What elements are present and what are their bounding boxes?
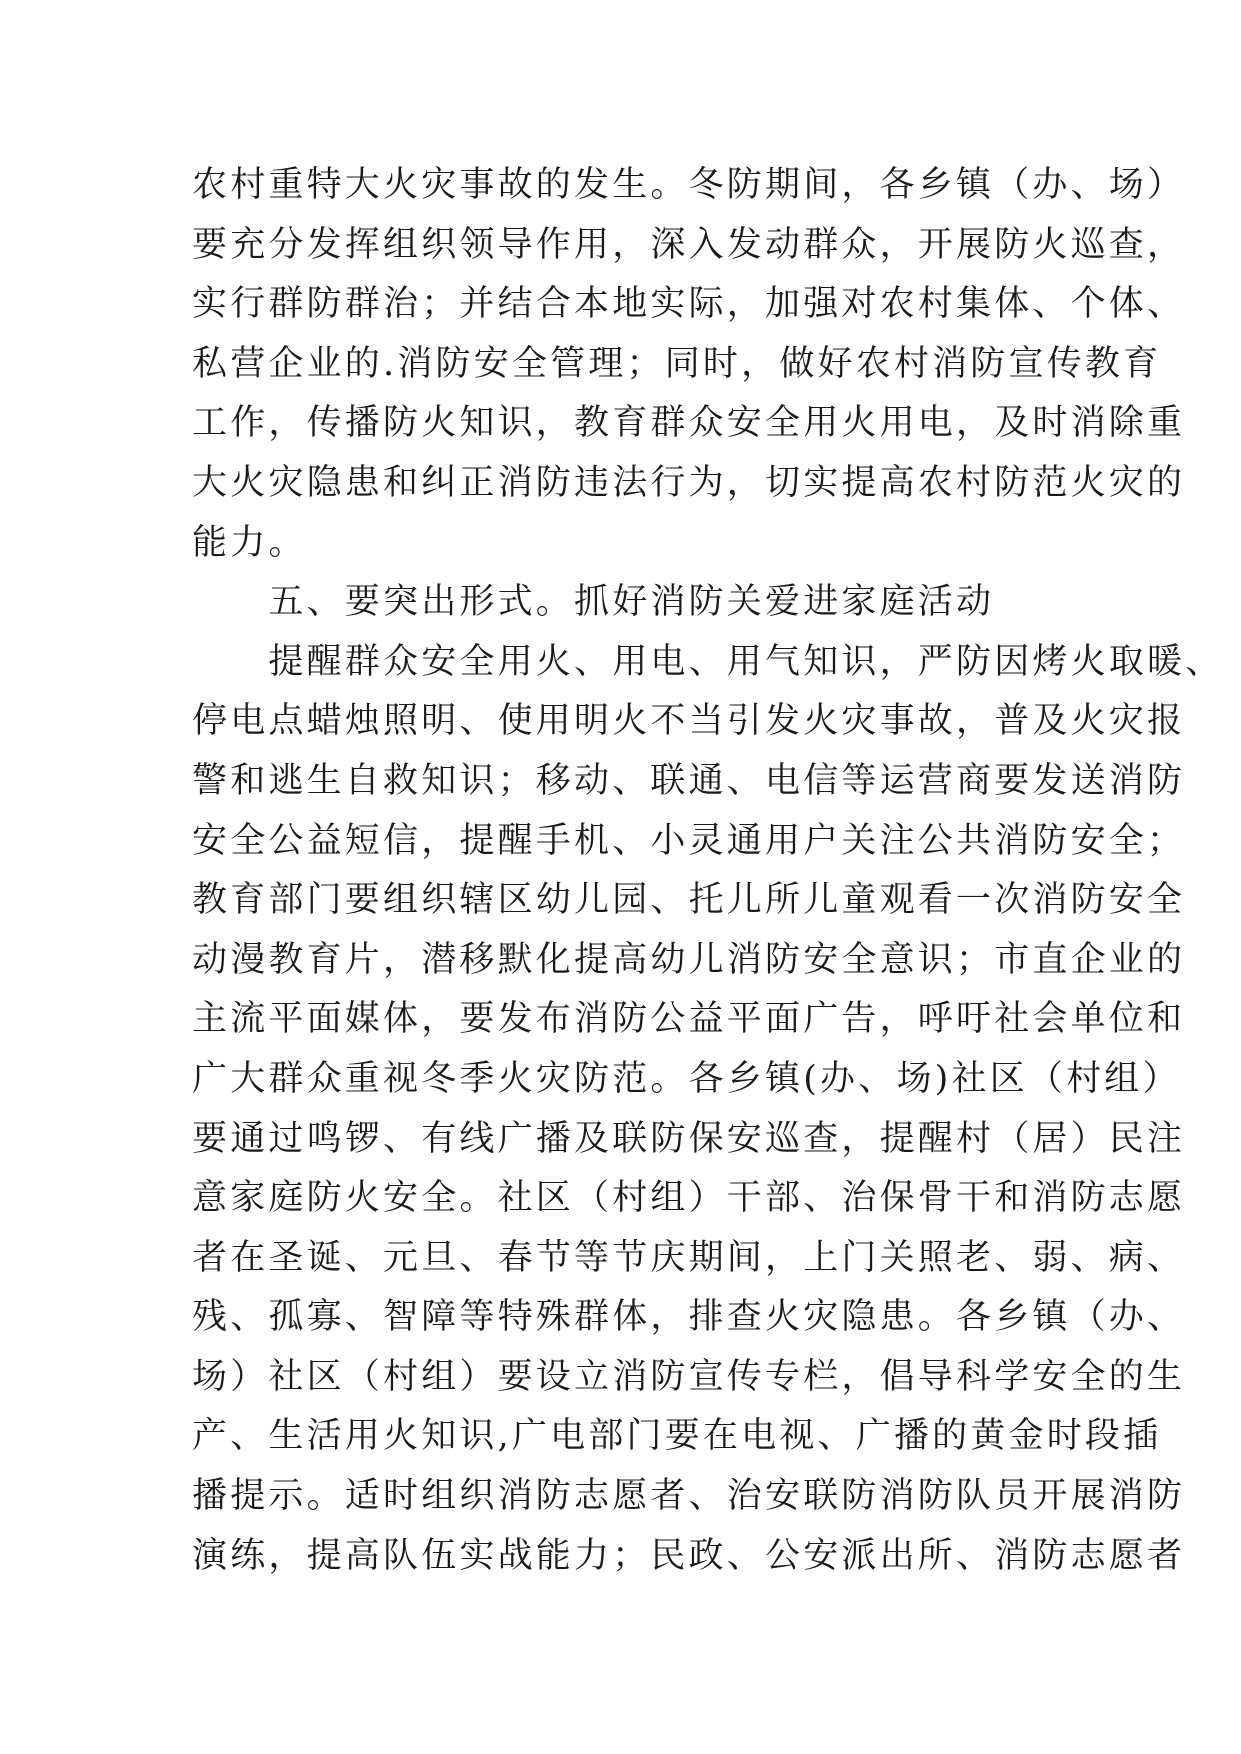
text-line: 要通过鸣锣、有线广播及联防保安巡查，提醒村（居）民注 <box>192 1118 1186 1159</box>
document-body <box>192 156 1224 1586</box>
text-line: 要充分发挥组织领导作用，深入发动群众，开展防火巡查， <box>192 224 1186 265</box>
text-line: 能力。 <box>192 522 307 563</box>
text-line: 场）社区（村组）要设立消防宣传专栏，倡导科学安全的生 <box>192 1356 1186 1397</box>
text-line: 农村重特大火灾事故的发生。冬防期间，各乡镇（办、场） <box>192 165 1186 205</box>
text-line: 主流平面媒体，要发布消防公益平面广告，呼吁社会单位和 <box>192 999 1186 1040</box>
text-line: 产、生活用火知识,广电部门要在电视、广播的黄金时段插 <box>192 1416 1162 1457</box>
text-line: 教育部门要组织辖区幼儿园、托儿所儿童观看一次消防安全 <box>192 880 1186 921</box>
text-line: 私营企业的.消防安全管理；同时，做好农村消防宣传教育 <box>192 343 1162 384</box>
section-heading: 五、要突出形式。抓好消防关爱进家庭活动 <box>192 582 995 623</box>
text-line: 播提示。适时组织消防志愿者、治安联防消防队员开展消防 <box>192 1476 1186 1517</box>
text-line: 停电点蜡烛照明、使用明火不当引发火灾事故，普及火灾报 <box>192 701 1186 742</box>
text-line: 演练，提高队伍实战能力；民政、公安派出所、消防志愿者 <box>192 1535 1186 1576</box>
text-line: 动漫教育片，潜移默化提高幼儿消防安全意识；市直企业的 <box>192 939 1186 980</box>
text-line: 大火灾隐患和纠正消防违法行为，切实提高农村防范火灾的 <box>192 462 1186 503</box>
text-line: 提醒群众安全用火、用电、用气知识，严防因烤火取暖、 <box>192 641 1224 682</box>
text-line: 警和逃生自救知识；移动、联通、电信等运营商要发送消防 <box>192 760 1186 801</box>
text-line: 安全公益短信，提醒手机、小灵通用户关注公共消防安全； <box>192 820 1186 861</box>
text-line: 工作，传播防火知识，教育群众安全用火用电，及时消除重 <box>192 403 1186 444</box>
text-line: 广大群众重视冬季火灾防范。各乡镇(办、场)社区（村组） <box>192 1058 1181 1099</box>
text-line: 者在圣诞、元旦、春节等节庆期间，上门关照老、弱、病、 <box>192 1237 1186 1278</box>
text-line: 意家庭防火安全。社区（村组）干部、治保骨干和消防志愿 <box>192 1178 1186 1219</box>
text-line: 残、孤寡、智障等特殊群体，排查火灾隐患。各乡镇（办、 <box>192 1297 1186 1338</box>
text-line: 实行群防群治；并结合本地实际，加强对农村集体、个体、 <box>192 284 1186 325</box>
